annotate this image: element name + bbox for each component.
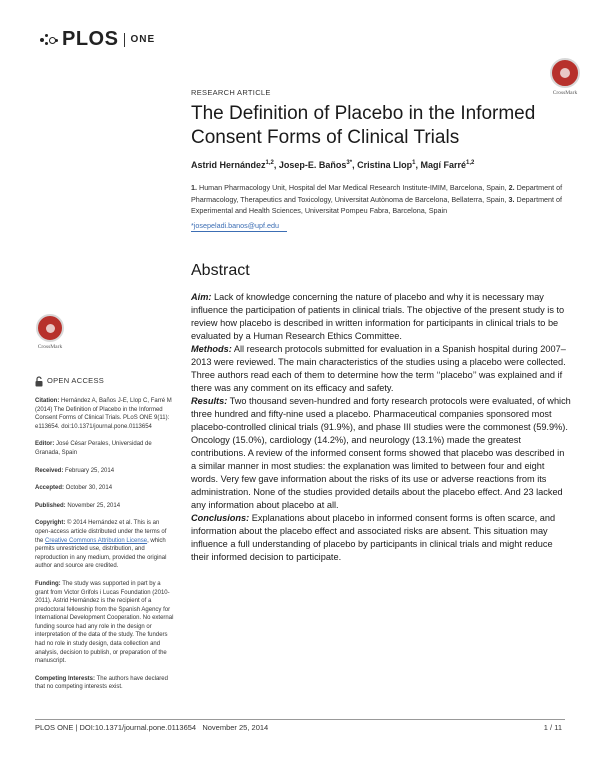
crossmark-icon xyxy=(36,314,64,342)
crossmark-top[interactable] xyxy=(550,58,580,96)
article-type: RESEARCH ARTICLE xyxy=(191,88,271,97)
received-date: Received: February 25, 2014 xyxy=(35,467,115,474)
journal-brand: PLOS xyxy=(62,28,119,50)
footer-citation: PLOS ONE | DOI:10.1371/journal.pone.0113654 November 25, 2014 xyxy=(35,723,269,732)
article-title: The Definition of Placebo in the Informed Consent Forms of Clinical Trials xyxy=(191,103,536,148)
crossmark-icon xyxy=(550,58,580,88)
journal-sub: ONE xyxy=(130,34,156,45)
published-date: Published: November 25, 2014 xyxy=(35,502,121,509)
author-item[interactable]: Cristina Llop$^1$ xyxy=(357,160,416,170)
abstract-paragraph: Aim: Lack of knowledge concerning the nature of placebo and why it is necessary may influence the participation of patients in clinical trials. The objective of the present study is to review how placebo is described in written information for participants in clinical trials to be evaluated by a Human Research Ethics Committee. xyxy=(191,292,565,341)
author-item[interactable]: Astrid Hernández$^{1,2}$ xyxy=(191,160,274,170)
author-item[interactable]: Josep-E. Baños$^{3*}$ xyxy=(278,160,353,170)
email-underline xyxy=(191,231,287,232)
open-lock-icon xyxy=(35,376,43,387)
author-item[interactable]: Magí Farré$^{1,2}$ xyxy=(420,160,475,170)
abstract-body xyxy=(191,291,571,564)
author-list: Astrid Hernández$^{1,2}$, Josep-E. Baños$^{3*}$, Cristina Llop$^1$, Magí Farré$^{1,2}$ xyxy=(191,160,475,170)
affiliations: 1. Human Pharmacology Unit, Hospital del Mar Medical Research Institute-IMIM, Barcelona, Spain, 2. Department of Pharmacology, Therapeutics and Toxicology, Universitat Autònoma de Barcelona, Bellaterra, Spain, 3. Department of Experimental and Health Sciences, Universitat Pompeu Fabra, Barcelona, Spain xyxy=(191,183,563,215)
abstract-paragraph: Results: Two thousand seven-hundred and forty research protocols were evaluated, of which three hundred and fifty-nine used a placebo. Pharmaceutical companies sponsored most placebo-controlled clinical trials (91.9%), and phase III studies were the commonest (59.9%). Oncology (15.0%), cardiology (14.2%), and neurology (13.1%) made the greatest contributions. A review of the informed consent forms showed that placebo was described in a similar manner in most studies: the explanation was limited to between four and eight words. Very few gave information about the risks of its use or adverse reactions from its administration. None of the studies provided details about the placebo effect. And 23 lacked any information about placebo at all. xyxy=(191,396,571,510)
editor: Editor: José César Perales, Universidad de Granada, Spain xyxy=(35,441,152,456)
funding: Funding: The study was supported in part by a grant from Victor Grifols i Lucas Foundation (2010-2011). Astrid Hernández is the recipient of a predoctoral fellowship from the Spanish Agency for International Development Cooperation. No external funding source had any role in the design or interpretation of the data of the study. The funders had no role in study design, data collection and analysis, decision to publish, or preparation of the manuscript. xyxy=(35,580,174,665)
open-access-badge: OPEN ACCESS xyxy=(35,376,175,387)
crossmark-sidebar[interactable] xyxy=(36,314,64,350)
journal-logo xyxy=(40,28,155,51)
license-link[interactable]: Creative Commons Attribution License xyxy=(45,537,148,544)
footer-divider xyxy=(35,719,565,720)
page-number: 1 / 11 xyxy=(543,723,562,732)
crossmark-label: CrossMark xyxy=(552,90,578,96)
corresponding-email-link[interactable]: *josepeladi.banos@upf.edu xyxy=(191,221,280,230)
accepted-date: Accepted: October 30, 2014 xyxy=(35,485,113,492)
abstract-paragraph: Conclusions: Explanations about placebo in informed consent forms is often scarce, and information about the placebo effect and associated risks are absent. This situation may influence a full understanding of placebo by participants in clinical trials and might reduce their informed decision to participate. xyxy=(191,513,556,562)
plos-dots-icon xyxy=(40,33,60,47)
crossmark-label: CrossMark xyxy=(37,344,63,350)
logo-divider xyxy=(124,33,125,47)
abstract-paragraph: Methods: All research protocols submitted for evaluation in a Spanish hospital during 2007–2013 were reviewed. The main characteristics of the studies using a placebo were collected. Three authors read each of them to determine how the term ‘‘placebo’’ was explained and if there was any comment on its efficacy and safety. xyxy=(191,344,566,393)
citation: Citation: Hernández A, Baños J-E, Llop C, Farré M (2014) The Definition of Placebo in the Informed Consent Forms of Clinical Trials. PLoS ONE 9(11): e113654. doi:10.1371/journal.pone.0113654 xyxy=(35,398,172,430)
article-info-sidebar xyxy=(35,376,175,701)
abstract-heading: Abstract xyxy=(191,262,250,279)
competing-interests: Competing Interests: The authors have declared that no competing interests exist. xyxy=(35,675,168,691)
copyright: Copyright: © 2014 Hernández et al. This is an open-access article distributed under the terms of the Creative Commons Attribution License, which permits unrestricted use, distribution, and reproduction in any medium, provided the original author and source are credited. xyxy=(35,520,167,570)
